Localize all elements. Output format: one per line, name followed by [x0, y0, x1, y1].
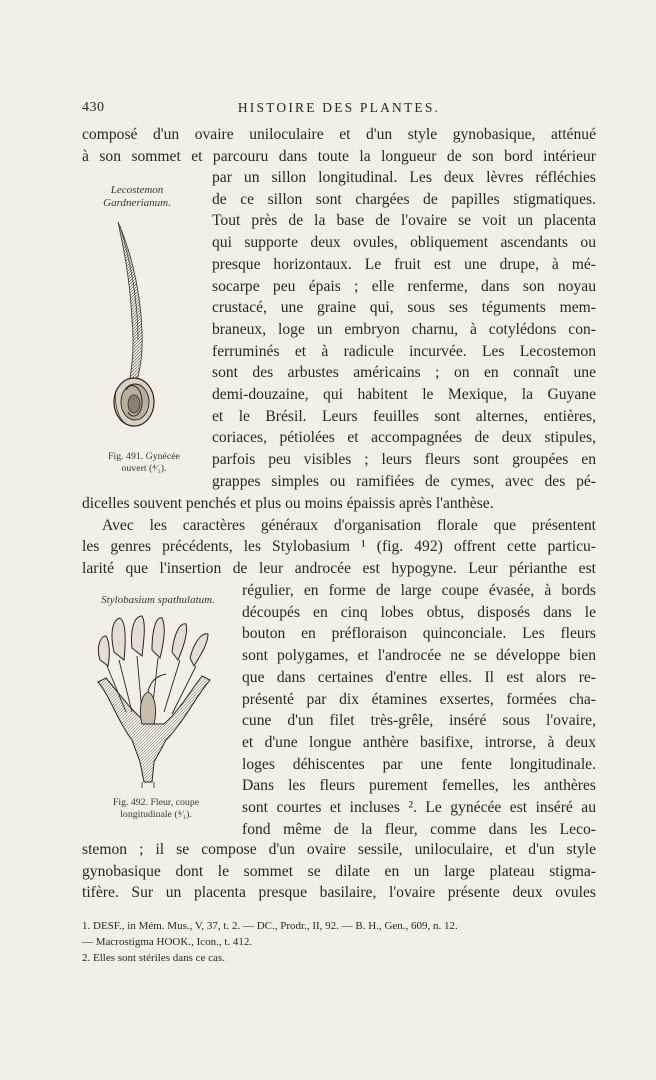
- text-line: et le Brésil. Leurs feuilles sont alternes, entières,: [212, 407, 596, 425]
- text-line: à son sommet et parcouru dans toute la longueur de son bord intérieur: [82, 147, 596, 165]
- paragraph-column-1: [212, 167, 596, 493]
- text-line: qui supporte deux ovules, obliquement ascendants ou: [212, 234, 596, 252]
- text-line: bouton en préfloraison quinconciale. Les fleurs: [242, 625, 596, 643]
- text-line: tifère. Sur un placenta presque basilaire, l'ovaire présente deux ovules: [82, 884, 596, 902]
- text-line: demi-douzaine, qui habitent le Mexique, la Guyane: [212, 386, 596, 404]
- fig491-title-line2: Gardnerianum.: [103, 197, 171, 209]
- footnote: 1. DESF., in Mém. Mus., V, 37, t. 2. — DC., Prodr., II, 92. — B. H., Gen., 609, n. 12.: [82, 920, 458, 932]
- text-line: composé d'un ovaire uniloculaire et d'un style gynobasique, atténué: [82, 126, 596, 143]
- fig492-caption-line1: Fig. 492. Fleur, coupe: [112, 797, 200, 808]
- paragraph-middle: [82, 493, 596, 580]
- text-line: braneux, loge un embryon charnu, à cotylédons con-: [212, 320, 596, 338]
- fig491-title: [84, 184, 190, 210]
- text-line: socarpe peu épais ; elle renferme, dans son noyau: [212, 277, 596, 295]
- fig492-title: Stylobasium spathulatum.: [101, 594, 215, 606]
- text-line: que dans certaines d'entre elles. Il est alors re-: [242, 668, 596, 686]
- text-line: parfois peu visibles ; leurs fleurs sont groupées en: [212, 451, 596, 469]
- text-line: fond même de la fleur, comme dans les Leco-: [242, 820, 596, 838]
- page-header: [82, 100, 596, 120]
- text-line: ferruminés et à radicule incurvée. Les Lecostemon: [212, 342, 596, 360]
- text-line: et d'une longue anthère basifixe, introrse, à deux: [242, 733, 596, 751]
- paragraph-top: [82, 124, 596, 167]
- text-line: cune d'un filet très-grêle, inséré sous l'ovaire,: [242, 712, 596, 730]
- text-line: les genres précédents, les Stylobasium ¹ (fig. 492) offrent cette particu-: [82, 538, 596, 556]
- fig492-caption-line2: longitudinale (⁴⁄₁).: [120, 808, 192, 820]
- text-line: Avec les caractères généraux d'organisation florale que présentent: [102, 516, 596, 534]
- paragraph-bottom: [82, 839, 596, 904]
- paragraph-column-2: [242, 580, 596, 840]
- fig491-title-line1: Lecostemon: [110, 184, 164, 196]
- text-line: loges déhiscentes par une fente longitudinale.: [242, 755, 596, 773]
- text-line: presque horizontaux. Le fruit est une drupe, à mé-: [212, 255, 596, 273]
- text-line: coriaces, pétiolées et accompagnées de deux stipules,: [212, 429, 596, 447]
- footnotes: [82, 918, 596, 966]
- text-line: larité que l'insertion de leur androcée est hypogyne. Leur périanthe est: [82, 560, 596, 578]
- fig491-gynoecium-illustration: [104, 220, 174, 442]
- text-line: sont des arbustes américains ; on en connaît une: [212, 364, 596, 382]
- text-line: stemon ; il se compose d'un ovaire sessile, uniloculaire, et d'un style: [82, 841, 596, 858]
- text-line: gynobasique dont le sommet se dilate en un large plateau stigma-: [82, 862, 596, 880]
- fig491-caption: [86, 451, 202, 474]
- text-line: sont polygames, et l'androcée ne se développe bien: [242, 647, 596, 665]
- text-line: Dans les fleurs purement femelles, les anthères: [242, 777, 596, 795]
- text-line: dicelles souvent penchés et plus ou moins épaissis après l'anthèse.: [82, 495, 494, 512]
- footnote: — Macrostigma HOOK., Icon., t. 412.: [82, 936, 253, 948]
- fig492-flower-section-illustration: [92, 612, 220, 788]
- fig491-caption-line2: ouvert (⁴⁄₁).: [121, 462, 167, 474]
- running-title: HISTOIRE DES PLANTES.: [237, 100, 441, 115]
- fig492-caption: [92, 797, 220, 820]
- text-line: sont courtes et incluses ². Le gynécée est inséré au: [242, 799, 596, 817]
- fig491-caption-line1: Fig. 491. Gynécée: [108, 451, 180, 462]
- text-line: par un sillon longitudinal. Les deux lèvres réfléchies: [212, 169, 596, 186]
- page-number: 430: [82, 100, 105, 115]
- text-line: régulier, en forme de large coupe évasée, à bords: [242, 582, 596, 599]
- text-line: de ce sillon sont chargées de papilles stigmatiques.: [212, 190, 596, 208]
- text-line: Tout près de la base de l'ovaire se voit un placenta: [212, 212, 596, 230]
- text-line: découpés en cinq lobes obtus, disposés dans le: [242, 603, 596, 621]
- footnote: 2. Elles sont stériles dans ce cas.: [82, 952, 225, 964]
- text-line: crustacé, une graine qui, sous ses téguments mem-: [212, 299, 596, 317]
- text-line: grappes simples ou ramifiées de cymes, avec des pé-: [212, 472, 596, 490]
- text-line: présenté par dix étamines exsertes, formées cha-: [242, 690, 596, 708]
